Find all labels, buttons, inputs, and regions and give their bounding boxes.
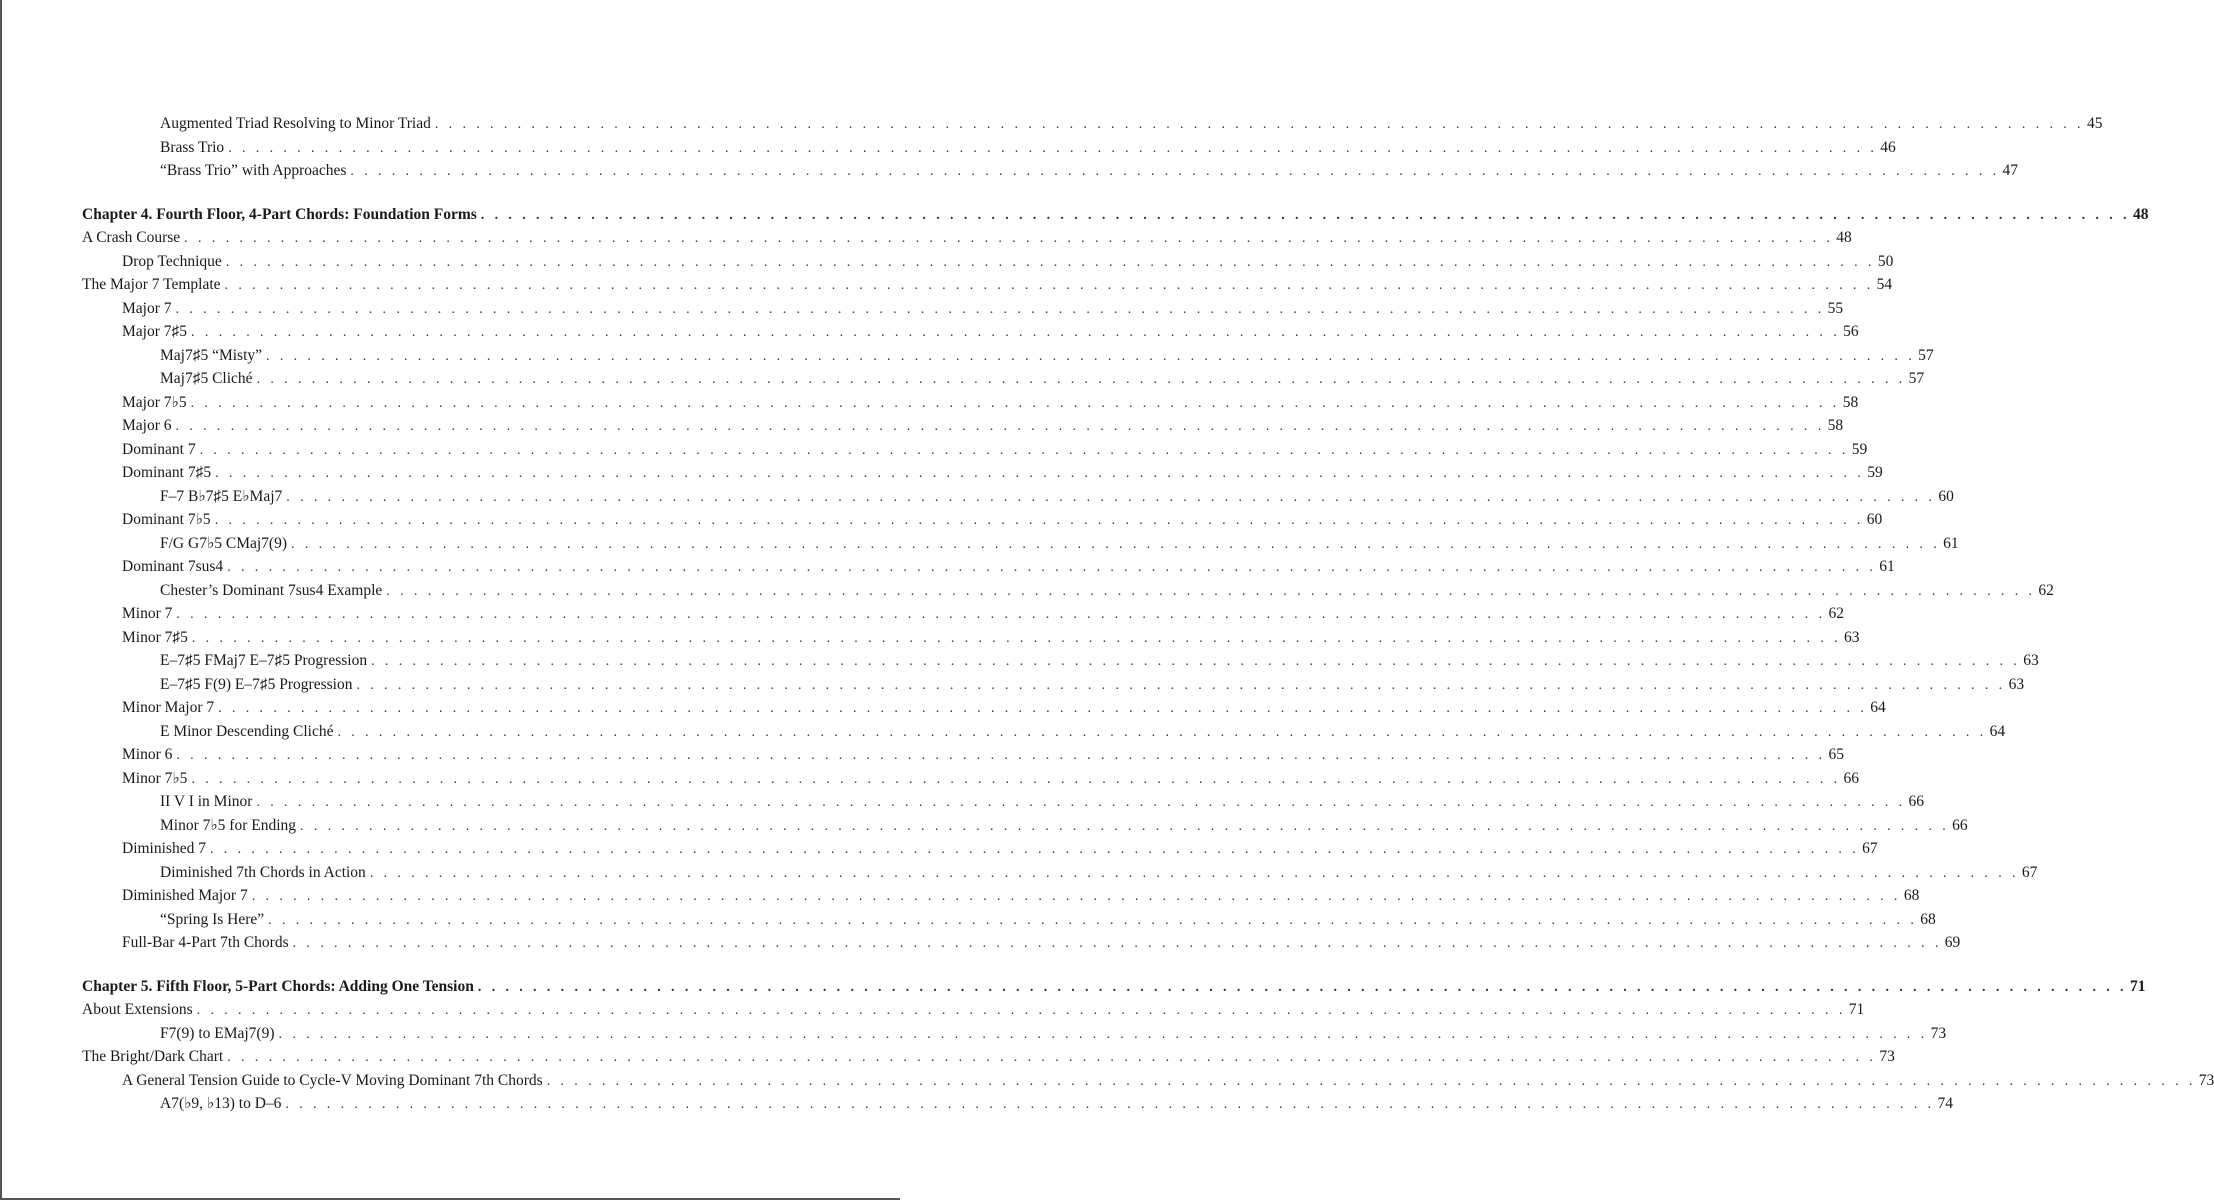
toc-entry-title: Minor 7♭5 xyxy=(122,769,188,787)
toc-entry-title: Minor 7♭5 for Ending xyxy=(160,816,297,834)
toc-entry[interactable] xyxy=(82,673,2025,697)
toc-entry-title: E–7♯5 F(9) E–7♯5 Progression xyxy=(160,675,353,693)
toc-entry-title: Diminished 7 xyxy=(122,840,206,857)
toc-entry[interactable] xyxy=(82,884,1920,908)
toc-entry[interactable] xyxy=(82,998,1865,1022)
toc-entry-title: Full-Bar 4-Part 7th Chords xyxy=(122,934,289,951)
toc-entry[interactable] xyxy=(82,837,1878,861)
toc-page-number: 66 xyxy=(1908,793,1925,810)
dot-leader: . . . . . . . . . . . . . . . . . . . . . . . . . . . . . . . . . . . . . . . . . . . . . . . . . . . . . . . . . . . . . . . . . . . . . . . . . . . . . . . . . . . . . . . . . . . . . . . . . . . . . . . . . . . . . . . . . . . . . . . . xyxy=(224,278,1874,293)
toc-entry-title: F/G G7♭5 CMaj7(9) xyxy=(160,534,288,552)
toc-entry-title: Maj7♯5 “Misty” xyxy=(160,346,263,364)
toc-entry-title: Major 7 xyxy=(122,299,172,317)
toc-page-number: 63 xyxy=(2023,652,2039,669)
dot-leader: . . . . . . . . . . . . . . . . . . . . . . . . . . . . . . . . . . . . . . . . . . . . . . . . . . . . . . . . . . . . . . . . . . . . . . . . . . . . . . . . . . . . . . . . . . . . . . . . . . . . . . . . . . . . . . . . . . . . . . . . xyxy=(191,771,1841,787)
toc-entry[interactable] xyxy=(82,649,2039,673)
toc-entry-title: E–7♯5 FMaj7 E–7♯5 Progression xyxy=(160,652,368,669)
toc-entry[interactable] xyxy=(82,1045,1895,1069)
toc-entry[interactable] xyxy=(82,508,1883,532)
dot-leader: . . . . . . . . . . . . . . . . . . . . . . . . . . . . . . . . . . . . . . . . . . . . . . . . . . . . . . . . . . . . . . . . . . . . . . . . . . . . . . . . . . . . . . . . . . . . . . . . . . . . . . . . . . . . . . . . . . . . . . . . xyxy=(175,419,1825,434)
toc-page-number: 60 xyxy=(1938,487,1954,505)
toc-page-number: 64 xyxy=(1989,722,2006,740)
toc-entry-title: About Extensions xyxy=(82,1001,193,1018)
toc-page-number: 64 xyxy=(1870,699,1886,716)
toc-page-number: 61 xyxy=(1879,558,1895,575)
toc-page-number: 73 xyxy=(1930,1024,1947,1042)
dot-leader: . . . . . . . . . . . . . . . . . . . . . . . . . . . . . . . . . . . . . . . . . . . . . . . . . . . . . . . . . . . . . . . . . . . . . . . . . . . . . . . . . . . . . . . . . . . . . . . . . . . . . . . . . . . . . . . . . . . . . . . . xyxy=(337,724,1987,740)
dot-leader: . . . . . . . . . . . . . . . . . . . . . . . . . . . . . . . . . . . . . . . . . . . . . . . . . . . . . . . . . . . . . . . . . . . . . . . . . . . . . . . . . . . . . . . . . . . . . . . . . . . . . . . . . . . . . . . . . . . . . . . . xyxy=(285,1097,1935,1112)
toc-entry[interactable] xyxy=(82,461,1883,485)
toc-entry[interactable] xyxy=(82,367,1925,391)
toc-entry-title: The Major 7 Template xyxy=(82,276,221,293)
dot-leader: . . . . . . . . . . . . . . . . . . . . . . . . . . . . . . . . . . . . . . . . . . . . . . . . . . . . . . . . . . . . . . . . . . . . . . . . . . . . . . . . . . . . . . . . . . . . . . . . . . . . . . . . . . . . . . . . . . . . . . . . xyxy=(225,254,1875,270)
toc-page-number: 63 xyxy=(1843,628,1860,646)
toc-entry-title: Chapter 5. Fifth Floor, 5-Part Chords: Adding One Tension xyxy=(82,977,474,995)
toc-entry-title: “Brass Trio” with Approaches xyxy=(160,162,347,179)
toc-entry[interactable] xyxy=(82,861,2038,885)
dot-leader: . . . . . . . . . . . . . . . . . . . . . . . . . . . . . . . . . . . . . . . . . . . . . . . . . . . . . . . . . . . . . . . . . . . . . . . . . . . . . . . . . . . . . . . . . . . . . . . . . . . . . . . . . . . . . . . . . . . . . . . . xyxy=(214,513,1864,528)
dot-leader: . . . . . . . . . . . . . . . . . . . . . . . . . . . . . . . . . . . . . . . . . . . . . . . . . . . . . . . . . . . . . . . . . . . . . . . . . . . . . . . . . . . . . . . . . . . . . . . . . . . . . . . . . . . . . . . . . . . . . . . . xyxy=(227,560,1877,575)
dot-leader: . . . . . . . . . . . . . . . . . . . . . . . . . . . . . . . . . . . . . . . . . . . . . . . . . . . . . . . . . . . . . . . . . . . . . . . . . . . . . . . . . . . . . . . . . . . . . . . . . . . . . . . . . . . . . . . . . . . . . . . . xyxy=(300,818,1950,834)
dot-leader: . . . . . . . . . . . . . . . . . . . . . . . . . . . . . . . . . . . . . . . . . . . . . . . . . . . . . . . . . . . . . . . . . . . . . . . . . . . . . . . . . . . . . . . . . . . . . . . . . . . . . . . . . . . . . . . . . . . . . . . . xyxy=(356,677,2006,693)
toc-entry-title: E Minor Descending Cliché xyxy=(160,722,334,740)
toc-page-number: 67 xyxy=(1862,840,1878,857)
dot-leader: . . . . . . . . . . . . . . . . . . . . . . . . . . . . . . . . . . . . . . . . . . . . . . . . . . . . . . . . . . . . . . . . . . . . . . . . . . . . . . . . . . . . . . . . . . . . . . . . . . . . . . . . . . . . . . . . . . . . . . . . xyxy=(184,231,1834,246)
dot-leader: . . . . . . . . . . . . . . . . . . . . . . . . . . . . . . . . . . . . . . . . . . . . . . . . . . . . . . . . . . . . . . . . . . . . . . . . . . . . . . . . . . . . . . . . . . . . . . . . . . . . . . . . . . . . . . . . . . . . . . . . xyxy=(434,117,2084,132)
toc-entry[interactable] xyxy=(82,1092,1953,1116)
toc-entry-title: Brass Trio xyxy=(160,138,225,156)
toc-entry-title: Dominant 7♭5 xyxy=(122,511,211,528)
dot-leader: . . . . . . . . . . . . . . . . . . . . . . . . . . . . . . . . . . . . . . . . . . . . . . . . . . . . . . . . . . . . . . . . . . . . . . . . . . . . . . . . . . . . . . . . . . . . . . . . . . . . . . . . . . . . . . . . . . . . . . . . xyxy=(256,795,1906,810)
dot-leader: . . . . . . . . . . . . . . . . . . . . . . . . . . . . . . . . . . . . . . . . . . . . . . . . . . . . . . . . . . . . . . . . . . . . . . . . . . . . . . . . . . . . . . . . . . . . . . . . . . . . . . . . . . . . . . . . . . . . . . . . xyxy=(292,936,1942,951)
dot-leader: . . . . . . . . . . . . . . . . . . . . . . . . . . . . . . . . . . . . . . . . . . . . . . . . . . . . . . . . . . . . . . . . . . . . . . . . . . . . . . . . . . . . . . . . . . . . . . . . . . . . . . . . . . . . . . . . . . . . . . . . xyxy=(199,442,1849,458)
toc-entry-title: A Crash Course xyxy=(82,229,181,246)
toc-entry-title: Major 7♯5 xyxy=(122,323,188,340)
dot-leader: . . . . . . . . . . . . . . . . . . . . . . . . . . . . . . . . . . . . . . . . . . . . . . . . . . . . . . . . . . . . . . . . . . . . . . . . . . . . . . . . . . . . . . . . . . . . . . . . . . . . . . . . . . . . . . . . . . . . . . . . xyxy=(369,865,2019,881)
dot-leader: . . . . . . . . . . . . . . . . . . . . . . . . . . . . . . . . . . . . . . . . . . . . . . . . . . . . . . . . . . . . . . . . . . . . . . . . . . . . . . . . . . . . . . . . . . . . . . . . . . . . . . . . . . . . . . . . . . . . . . . . xyxy=(251,889,1901,904)
dot-leader: . . . . . . . . . . . . . . . . . . . . . . . . . . . . . . . . . . . . . . . . . . . . . . . . . . . . . . . . . . . . . . . . . . . . . . . . . . . . . . . . . . . . . . . . . . . . . . . . . . . . . . . . . . . . . . . . . . . . . . . . xyxy=(286,489,1936,505)
toc-entry-title: Major 6 xyxy=(122,417,172,434)
dot-leader: . . . . . . . . . . . . . . . . . . . . . . . . . . . . . . . . . . . . . . . . . . . . . . . . . . . . . . . . . . . . . . . . . . . . . . . . . . . . . . . . . . . . . . . . . . . . . . . . . . . . . . . . . . . . . . . . . . . . . . . . xyxy=(227,1050,1877,1065)
toc-entry-title: Dominant 7♯5 xyxy=(122,464,212,481)
toc-page-number: 68 xyxy=(1903,887,1920,904)
toc-entry[interactable] xyxy=(82,602,1844,626)
toc-entry[interactable] xyxy=(82,1022,1947,1046)
toc-page-number: 46 xyxy=(1880,138,1896,156)
toc-entry[interactable] xyxy=(82,320,1859,344)
toc-entry[interactable] xyxy=(82,438,1868,462)
toc-page-number: 56 xyxy=(1843,323,1859,340)
dot-leader: . . . . . . . . . . . . . . . . . . . . . . . . . . . . . . . . . . . . . . . . . . . . . . . . . . . . . . . . . . . . . . . . . . . . . . . . . . . . . . . . . . . . . . . . . . . . . . . . . . . . . . . . . . . . . . . . . . . . . . . . xyxy=(371,654,2021,669)
toc-entry-title: Minor 6 xyxy=(122,746,173,763)
dot-leader: . . . . . . . . . . . . . . . . . . . . . . . . . . . . . . . . . . . . . . . . . . . . . . . . . . . . . . . . . . . . . . . . . . . . . . . . . . . . . . . . . . . . . . . . . . . . . . . . . . . . . . . . . . . . . . . . . . . . . . . . xyxy=(209,842,1860,857)
toc-page-number: 66 xyxy=(1843,769,1860,787)
toc-entry-title: II V I in Minor xyxy=(160,793,253,810)
dot-leader: . . . . . . . . . . . . . . . . . . . . . . . . . . . . . . . . . . . . . . . . . . . . . . . . . . . . . . . . . . . . . . . . . . . . . . . . . . . . . . . . . . . . . . . . . . . . . . . . . . . . . . . . . . . . . . . . . . . . . . . . xyxy=(176,748,1826,763)
toc-entry[interactable] xyxy=(82,485,1954,509)
dot-leader: . . . . . . . . . . . . . . . . . . . . . . . . . . . . . . . . . . . . . . . . . . . . . . . . . . . . . . . . . . . . . . . . . . . . . . . . . . . . . . . . . . . . . . . . . . . . . . . . . . . . . . . . . . . . . . . . . . . . . . . . xyxy=(190,395,1840,411)
toc-page-number: 48 xyxy=(1836,229,1852,246)
toc-entry-title: Diminished 7th Chords in Action xyxy=(160,863,366,881)
toc-entry[interactable] xyxy=(82,1069,2214,1093)
dot-leader: . . . . . . . . . . . . . . . . . . . . . . . . . . . . . . . . . . . . . . . . . . . . . . . . . . . . . . . . . . . . . . . . . . . . . . . . . . . . . . . . . . . . . . . . . . . . . . . . . . . . . . . . . . . . . . . . . . . . . . . . xyxy=(291,536,1941,552)
toc-entry[interactable] xyxy=(82,297,1844,321)
toc-page-number: 66 xyxy=(1952,816,1968,834)
toc-entry-title: Minor 7 xyxy=(122,605,173,622)
toc-page-number: 69 xyxy=(1944,934,1961,951)
toc-entry[interactable] xyxy=(82,532,1959,556)
toc-page-number: 59 xyxy=(1851,440,1868,458)
dot-leader: . . . . . . . . . . . . . . . . . . . . . . . . . . . . . . . . . . . . . . . . . . . . . . . . . . . . . . . . . . . . . . . . . . . . . . . . . . . . . . . . . . . . . . . . . . . . . . . . . . . . . . . . . . . . . . . . . . . . . . . . xyxy=(350,164,2000,179)
toc-page-number: 59 xyxy=(1867,464,1883,481)
toc-page-number: 45 xyxy=(2086,115,2103,132)
toc-entry-title: A General Tension Guide to Cycle-V Moving Dominant 7th Chords xyxy=(122,1071,543,1089)
toc-page-number: 71 xyxy=(2129,977,2146,995)
dot-leader: . . . . . . . . . . . . . . . . . . . . . . . . . . . . . . . . . . . . . . . . . . . . . . . . . . . . . . . . . . . . . . . . . . . . . . . . . . . . . . . . . . . . . . . . . . . . . . . . . . . . . . . . . . . . . . . . . . . . . . . . xyxy=(386,583,2036,599)
toc-entry[interactable] xyxy=(82,555,1895,579)
toc-entry[interactable] xyxy=(82,790,1925,814)
dot-leader: . . . . . . . . . . . . . . . . . . . . . . . . . . . . . . . . . . . . . . . . . . . . . . . . . . . . . . . . . . . . . . . . . . . . . . . . . . . . . . . . . . . . . . . . . . . . . . . . . . . . . . . . . . . . . . . . . . . . . . . . xyxy=(176,607,1826,622)
toc-page-number: 62 xyxy=(1828,605,1844,622)
dot-leader: . . . . . . . . . . . . . . . . . . . . . . . . . . . . . . . . . . . . . . . . . . . . . . . . . . . . . . . . . . . . . . . . . . . . . . . . . . . . . . . . . . . . . . . . . . . . . . . . . . . . . . . . . . . . . . . . . . . . . . . . xyxy=(546,1073,2196,1089)
toc-page-number: 67 xyxy=(2021,863,2038,881)
toc-page-number: 50 xyxy=(1877,252,1894,270)
toc-page-number: 58 xyxy=(1827,417,1844,434)
dot-leader: . . . . . . . . . . . . . . . . . . . . . . . . . . . . . . . . . . . . . . . . . . . . . . . . . . . . . . . . . . . . . . . . . . . . . . . . . . . . . . . . . . . . . . . . . . . . . . . . . . . . . . . . . . . . . . . . . . . . . . . . xyxy=(218,701,1868,716)
toc-entry-title: Diminished Major 7 xyxy=(122,887,248,904)
toc-entry-title: Dominant 7 xyxy=(122,440,196,458)
dot-leader: . . . . . . . . . . . . . . . . . . . . . . . . . . . . . . . . . . . . . . . . . . . . . . . . . . . . . . . . . . . . . . . . . . . . . . . . . . . . . . . . . . . . . . . . . . . . . . . . . . . . . . . . . . . . . . . . . . . . . . . . xyxy=(191,630,1841,646)
toc-entry-title: Minor Major 7 xyxy=(122,699,215,716)
toc-entry-title: A7(♭9, ♭13) to D–6 xyxy=(160,1095,282,1112)
dot-leader: . . . . . . . . . . . . . . . . . . . . . . . . . . . . . . . . . . . . . . . . . . . . . . . . . . . . . . . . . . . . . . . . . . . . . . . . . . . . . . . . . . . . . . . . . . . . . . . . . . . . . . . . . . . . . . . . . . . . . . . . xyxy=(196,1003,1846,1018)
toc-chapter-entry[interactable] xyxy=(82,975,2146,999)
table-of-contents xyxy=(82,112,2214,1116)
toc-entry[interactable] xyxy=(82,136,1896,160)
toc-entry[interactable] xyxy=(82,112,2103,136)
dot-leader: . . . . . . . . . . . . . . . . . . . . . . . . . . . . . . . . . . . . . . . . . . . . . . . . . . . . . . . . . . . . . . . . . . . . . . . . . . . . . . . . . . . . . . . . . . . . . . . . . . . . . . . . . . . . . . . . . . . . . . . . xyxy=(477,979,2127,995)
toc-entry-title: Maj7♯5 Cliché xyxy=(160,370,253,387)
toc-entry-title: Chapter 4. Fourth Floor, 4-Part Chords: Foundation Forms xyxy=(82,205,477,223)
toc-page-number: 65 xyxy=(1828,746,1844,763)
toc-entry[interactable] xyxy=(82,931,1961,955)
toc-entry-title: F7(9) to EMaj7(9) xyxy=(160,1024,275,1042)
dot-leader: . . . . . . . . . . . . . . . . . . . . . . . . . . . . . . . . . . . . . . . . . . . . . . . . . . . . . . . . . . . . . . . . . . . . . . . . . . . . . . . . . . . . . . . . . . . . . . . . . . . . . . . . . . . . . . . . . . . . . . . . xyxy=(278,1026,1928,1042)
toc-entry[interactable] xyxy=(82,626,1860,650)
toc-entry[interactable] xyxy=(82,273,1893,297)
toc-chapter-entry[interactable] xyxy=(82,203,2149,227)
toc-page-number: 60 xyxy=(1866,511,1883,528)
toc-page-number: 63 xyxy=(2008,675,2025,693)
toc-page-number: 47 xyxy=(2002,162,2019,179)
toc-page-number: 54 xyxy=(1876,276,1893,293)
toc-entry[interactable] xyxy=(82,159,2019,183)
toc-page-number: 73 xyxy=(1879,1048,1895,1065)
dot-leader: . . . . . . . . . . . . . . . . . . . . . . . . . . . . . . . . . . . . . . . . . . . . . . . . . . . . . . . . . . . . . . . . . . . . . . . . . . . . . . . . . . . . . . . . . . . . . . . . . . . . . . . . . . . . . . . . . . . . . . . . xyxy=(228,140,1878,156)
toc-entry-title: Minor 7♯5 xyxy=(122,628,188,646)
toc-entry-title: The Bright/Dark Chart xyxy=(82,1048,224,1065)
toc-entry[interactable] xyxy=(82,579,2054,603)
toc-page-number: 55 xyxy=(1827,299,1844,317)
toc-entry[interactable] xyxy=(82,226,1852,250)
toc-page-number: 68 xyxy=(1920,910,1936,928)
toc-entry-title: Chester’s Dominant 7sus4 Example xyxy=(160,581,383,599)
toc-entry[interactable] xyxy=(82,344,1934,368)
toc-entry-title: F–7 B♭7♯5 E♭Maj7 xyxy=(160,487,283,505)
toc-page-number: 61 xyxy=(1943,534,1959,552)
toc-entry-title: Augmented Triad Resolving to Minor Triad xyxy=(160,115,431,132)
toc-entry[interactable] xyxy=(82,767,1860,791)
dot-leader: . . . . . . . . . . . . . . . . . . . . . . . . . . . . . . . . . . . . . . . . . . . . . . . . . . . . . . . . . . . . . . . . . . . . . . . . . . . . . . . . . . . . . . . . . . . . . . . . . . . . . . . . . . . . . . . . . . . . . . . . xyxy=(215,466,1865,481)
toc-entry[interactable] xyxy=(82,743,1844,767)
toc-entry[interactable] xyxy=(82,814,1968,838)
toc-entry-title: Major 7♭5 xyxy=(122,393,187,411)
toc-page-number: 57 xyxy=(1908,370,1925,387)
dot-leader: . . . . . . . . . . . . . . . . . . . . . . . . . . . . . . . . . . . . . . . . . . . . . . . . . . . . . . . . . . . . . . . . . . . . . . . . . . . . . . . . . . . . . . . . . . . . . . . . . . . . . . . . . . . . . . . . . . . . . . . . xyxy=(266,348,1916,364)
toc-entry[interactable] xyxy=(82,250,1894,274)
toc-page-number: 58 xyxy=(1842,393,1859,411)
toc-entry[interactable] xyxy=(82,908,1936,932)
toc-page-number: 71 xyxy=(1848,1001,1865,1018)
dot-leader: . . . . . . . . . . . . . . . . . . . . . . . . . . . . . . . . . . . . . . . . . . . . . . . . . . . . . . . . . . . . . . . . . . . . . . . . . . . . . . . . . . . . . . . . . . . . . . . . . . . . . . . . . . . . . . . . . . . . . . . . xyxy=(175,301,1825,317)
dot-leader: . . . . . . . . . . . . . . . . . . . . . . . . . . . . . . . . . . . . . . . . . . . . . . . . . . . . . . . . . . . . . . . . . . . . . . . . . . . . . . . . . . . . . . . . . . . . . . . . . . . . . . . . . . . . . . . . . . . . . . . . xyxy=(191,325,1841,340)
dot-leader: . . . . . . . . . . . . . . . . . . . . . . . . . . . . . . . . . . . . . . . . . . . . . . . . . . . . . . . . . . . . . . . . . . . . . . . . . . . . . . . . . . . . . . . . . . . . . . . . . . . . . . . . . . . . . . . . . . . . . . . . xyxy=(480,207,2130,223)
toc-entry[interactable] xyxy=(82,414,1844,438)
toc-entry-title: Dominant 7sus4 xyxy=(122,558,224,575)
toc-entry[interactable] xyxy=(82,720,2006,744)
toc-entry-title: “Spring Is Here” xyxy=(160,910,265,928)
toc-page-number: 73 xyxy=(2198,1071,2214,1089)
dot-leader: . . . . . . . . . . . . . . . . . . . . . . . . . . . . . . . . . . . . . . . . . . . . . . . . . . . . . . . . . . . . . . . . . . . . . . . . . . . . . . . . . . . . . . . . . . . . . . . . . . . . . . . . . . . . . . . . . . . . . . . . xyxy=(256,372,1906,387)
toc-page-number: 74 xyxy=(1937,1095,1953,1112)
dot-leader: . . . . . . . . . . . . . . . . . . . . . . . . . . . . . . . . . . . . . . . . . . . . . . . . . . . . . . . . . . . . . . . . . . . . . . . . . . . . . . . . . . . . . . . . . . . . . . . . . . . . . . . . . . . . . . . . . . . . . . . . xyxy=(268,912,1918,928)
toc-page-number: 62 xyxy=(2038,581,2054,599)
toc-page-number: 57 xyxy=(1918,346,1934,364)
toc-entry[interactable] xyxy=(82,391,1859,415)
toc-entry[interactable] xyxy=(82,696,1886,720)
toc-entry-title: Drop Technique xyxy=(122,252,222,270)
toc-page-number: 48 xyxy=(2132,205,2149,223)
